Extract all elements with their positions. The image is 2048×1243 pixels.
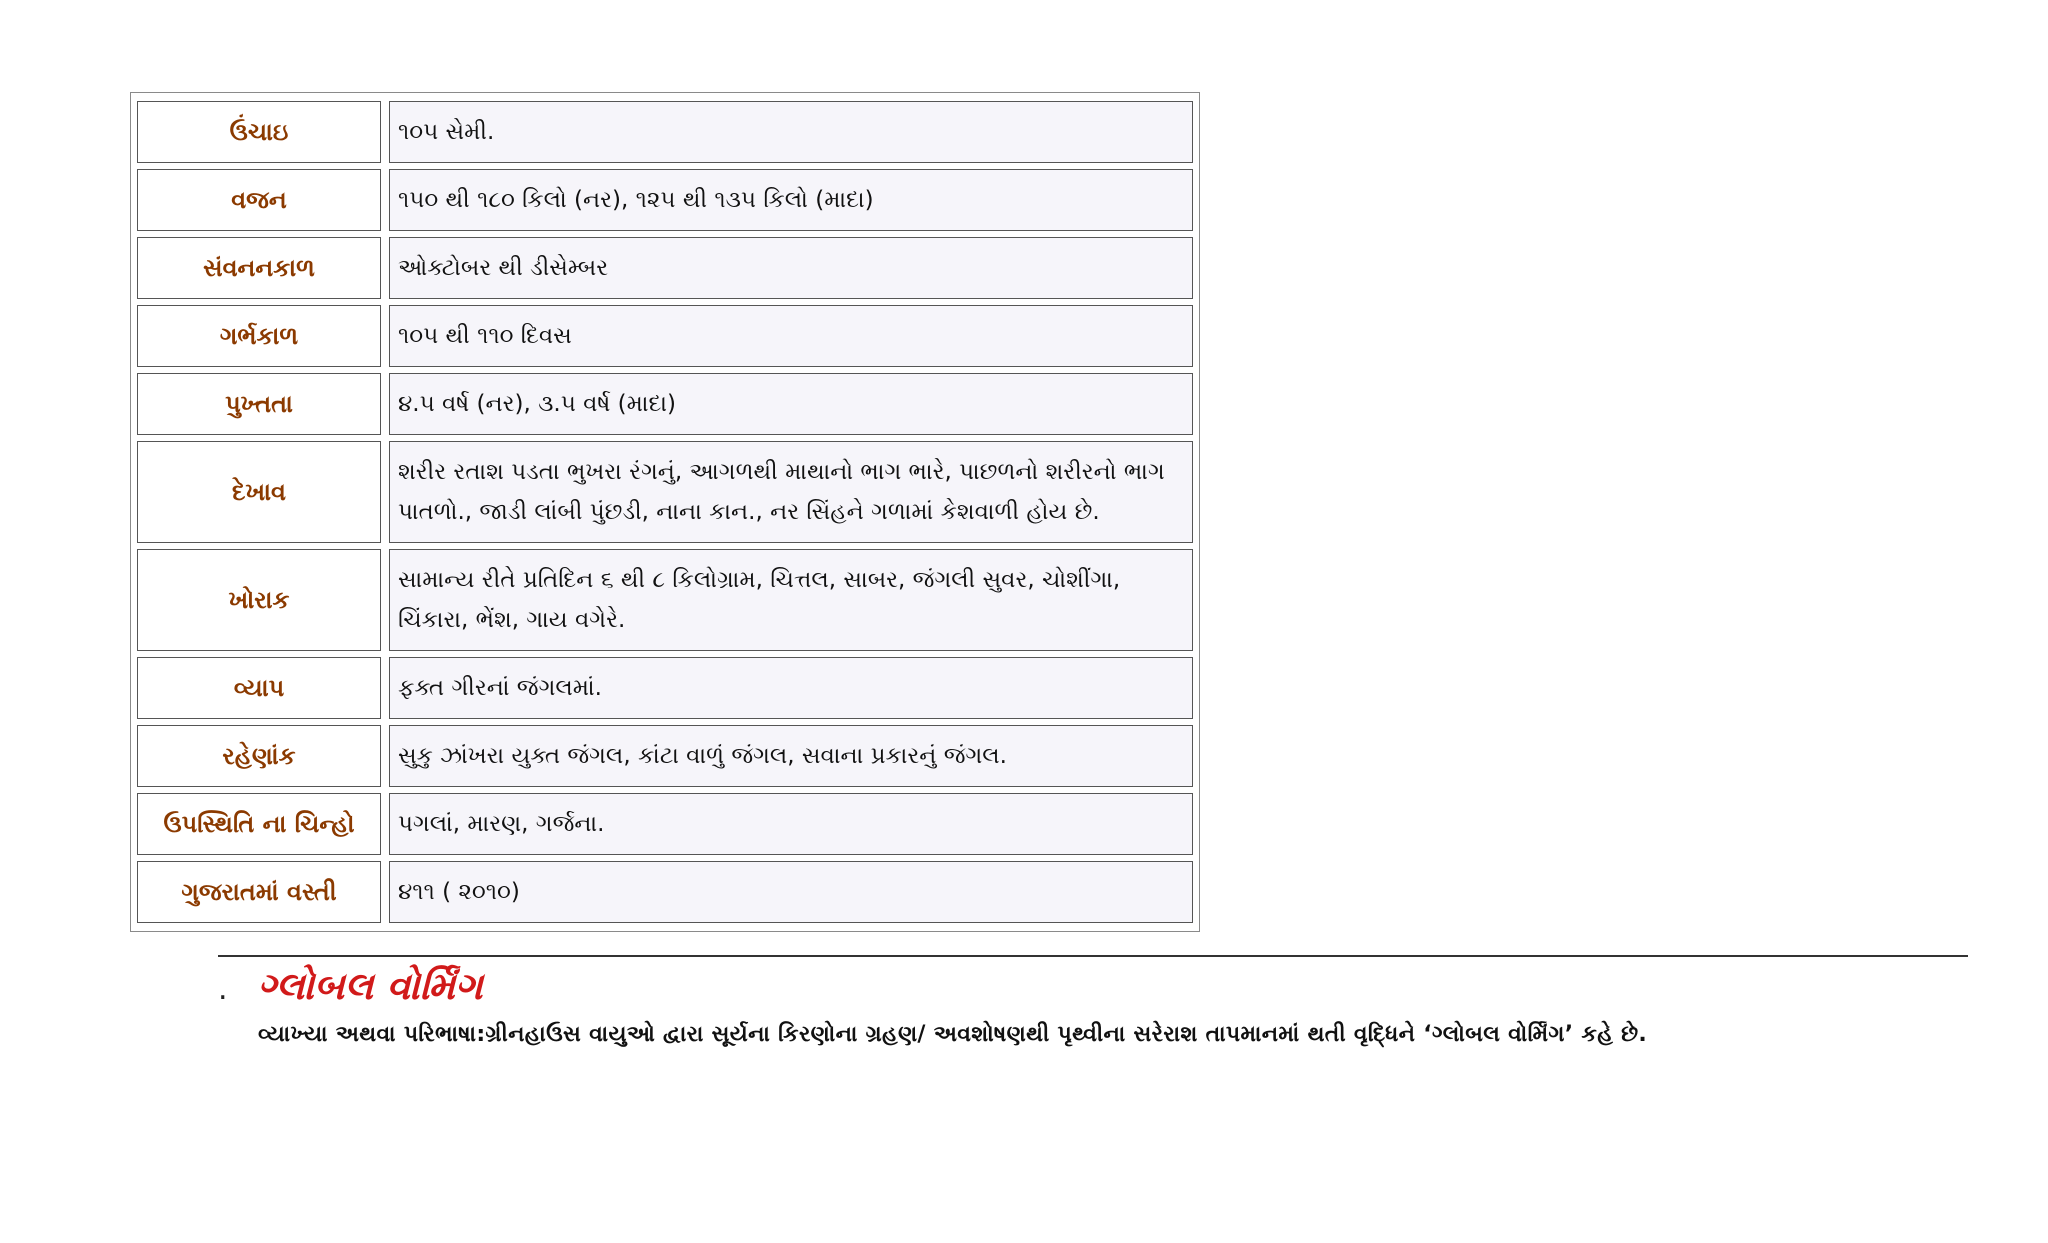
row-label-gestation: ગર્ભકાળ (137, 305, 381, 367)
table-row (137, 373, 1193, 435)
row-value-habitat: સુકુ ઝાંખરા યુક્ત જંગલ, કાંટા વાળું જંગલ, સવાના પ્રકારનું જંગલ. (389, 725, 1193, 787)
table-row (137, 169, 1193, 231)
table-row (137, 305, 1193, 367)
row-value-appearance: શરીર રતાશ પડતા ભુખરા રંગનું, આગળથી માથાનો ભાગ ભારે, પાછળનો શરીરનો ભાગ પાતળો., જાડી લાંબી પુંછડી, નાના કાન., નર સિંહને ગળામાં કેશવાળી હોય છે. (389, 441, 1193, 543)
row-value-maturity: ૪.૫ વર્ષ (નર), ૩.૫ વર્ષ (માદા) (389, 373, 1193, 435)
section-heading (218, 963, 483, 1009)
table-row (137, 441, 1193, 543)
lion-info-table (130, 92, 1200, 932)
row-label-maturity: પુખ્તતા (137, 373, 381, 435)
row-value-weight: ૧૫૦ થી ૧૮૦ કિલો (નર), ૧૨૫ થી ૧૩૫ કિલો (માદા) (389, 169, 1193, 231)
heading-bullet: . (218, 972, 228, 1007)
row-label-population: ગુજરાતમાં વસ્તી (137, 861, 381, 923)
section-divider (218, 955, 1968, 957)
row-label-mating-season: સંવનનકાળ (137, 237, 381, 299)
row-value-signs: પગલાં, મારણ, ગર્જના. (389, 793, 1193, 855)
row-label-signs: ઉપસ્થિતિ ના ચિન્હો (137, 793, 381, 855)
table-row (137, 725, 1193, 787)
table-row (137, 549, 1193, 651)
heading-global-warming: ગ્લોબલ વોર્મિંગ (257, 963, 483, 1008)
row-label-height: ઉંચાઇ (137, 101, 381, 163)
row-label-appearance: દેખાવ (137, 441, 381, 543)
row-label-food: ખોરાક (137, 549, 381, 651)
row-label-weight: વજન (137, 169, 381, 231)
row-value-gestation: ૧૦૫ થી ૧૧૦ દિવસ (389, 305, 1193, 367)
table-row (137, 657, 1193, 719)
table-row (137, 861, 1193, 923)
table-row (137, 793, 1193, 855)
row-value-height: ૧૦૫ સેમી. (389, 101, 1193, 163)
table-row (137, 237, 1193, 299)
row-value-mating-season: ઓક્ટોબર થી ડીસેમ્બર (389, 237, 1193, 299)
row-value-food: સામાન્ય રીતે પ્રતિદિન ૬ થી ૮ કિલોગ્રામ, ચિત્તલ, સાબર, જંગલી સુવર, ચોશીંગા, ચિંકારા, ભેંશ, ગાય વગેરે. (389, 549, 1193, 651)
row-value-range: ફક્ત ગીરનાં જંગલમાં. (389, 657, 1193, 719)
table-row (137, 101, 1193, 163)
row-value-population: ૪૧૧ ( ૨૦૧૦) (389, 861, 1193, 923)
definition-text: વ્યાખ્યા અથવા પરિભાષા:ગ્રીનહાઉસ વાયુઓ દ્વારા સૂર્યના કિરણોના ગ્રહણ/ અવશોષણથી પૃથ્વીના સરેરાશ તાપમાનમાં થતી વૃદ્ધિને ‘ગ્લોબલ વોર્મિંગ’ કહે છે. (258, 1022, 1648, 1047)
row-label-habitat: રહેણાંક (137, 725, 381, 787)
row-label-range: વ્યાપ (137, 657, 381, 719)
